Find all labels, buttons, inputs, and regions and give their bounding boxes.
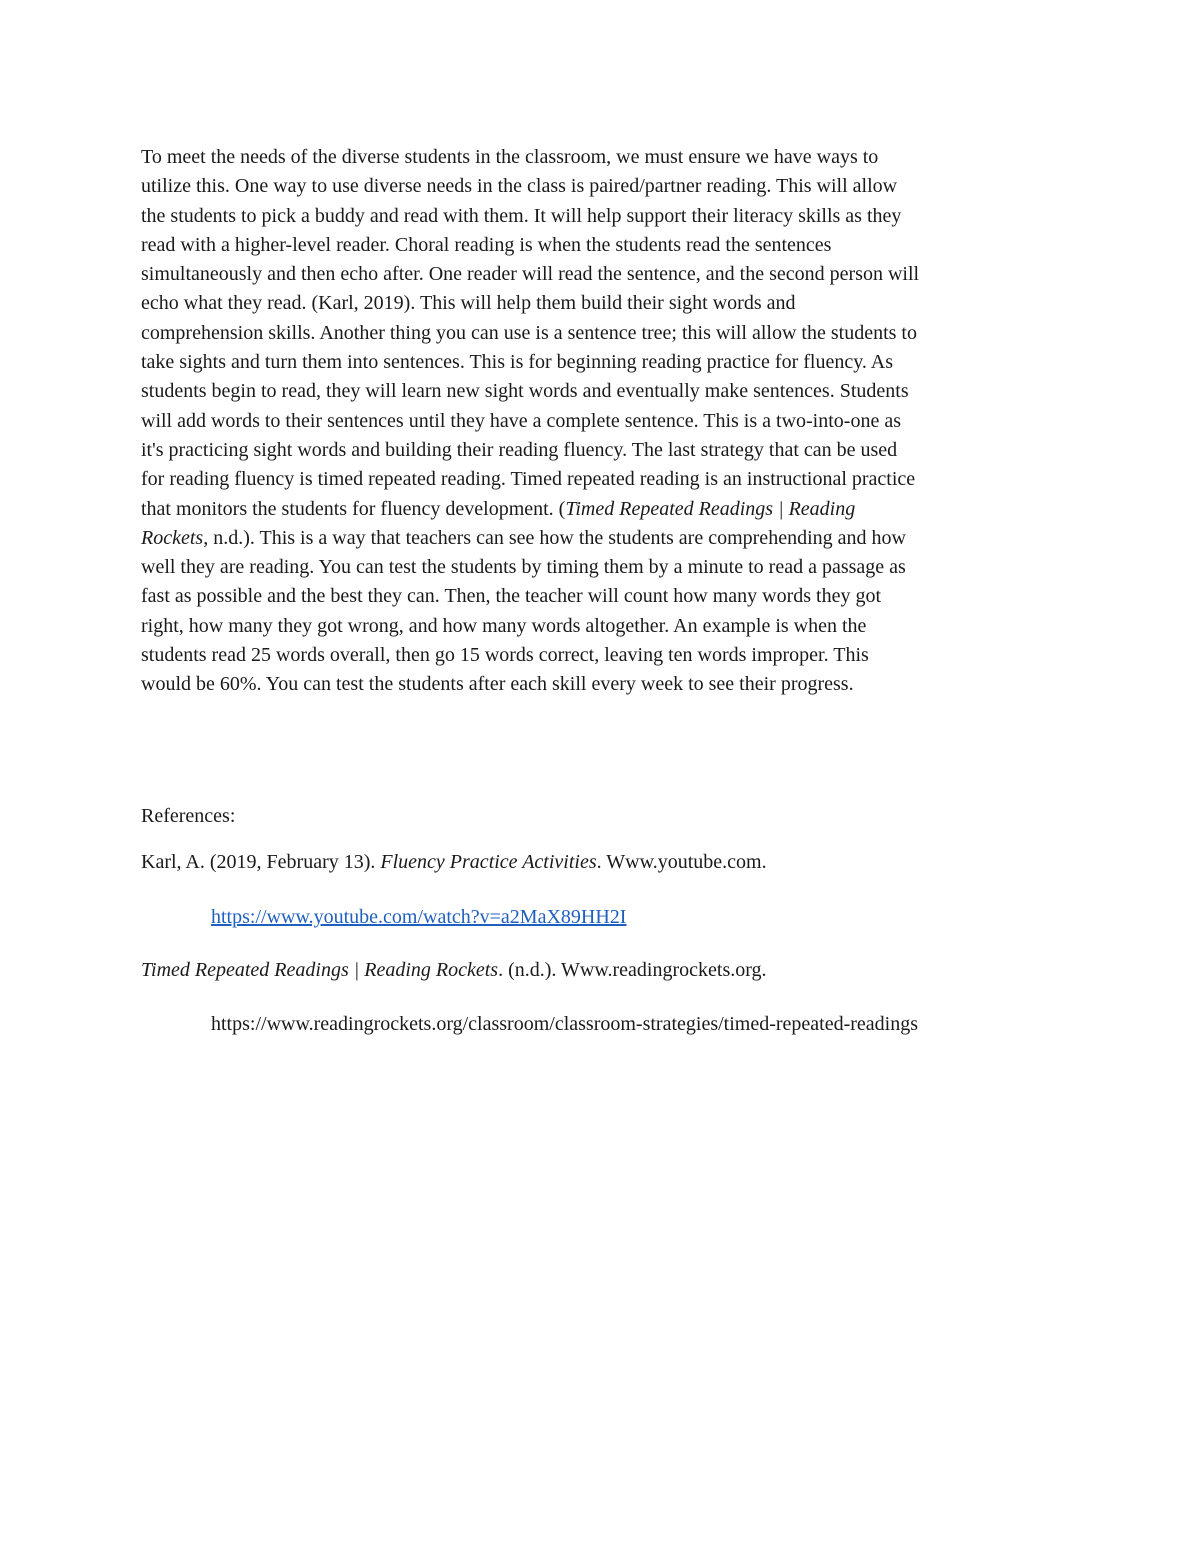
youtube-link[interactable]: https://www.youtube.com/watch?v=a2MaX89HH2I — [211, 906, 627, 928]
citation-title-italic: Rockets — [141, 526, 204, 549]
citation-title-italic: Timed Repeated Readings | Reading — [565, 497, 856, 520]
paragraph-line: students begin to read, they will learn new sight words and eventually make sentences. Students — [141, 380, 909, 403]
reference-url-line — [211, 903, 626, 932]
paragraph-line: well they are reading. You can test the students by timing them by a minute to read a passage as — [141, 556, 906, 579]
paragraph-line: right, how many they got wrong, and how many words altogether. An example is when the — [141, 614, 867, 637]
reference-title: Timed Repeated Readings | Reading Rockets — [141, 959, 499, 981]
paragraph-text: , n.d.). This is a way that teachers can see how the students are comprehending and how — [203, 526, 906, 549]
body-paragraph — [141, 143, 1061, 700]
reference-title: Fluency Practice Activities — [380, 851, 597, 873]
paragraph-line: will add words to their sentences until they have a complete sentence. This is a two-into-one as — [141, 409, 901, 432]
paragraph-line: it's practicing sight words and building their reading fluency. The last strategy that can be used — [141, 438, 898, 461]
reference-entry-reading-rockets — [141, 956, 767, 985]
references-heading: References: — [141, 805, 236, 827]
paragraph-line: read with a higher-level reader. Choral reading is when the students read the sentences — [141, 233, 832, 256]
reference-url-text: https://www.readingrockets.org/classroom/classroom-strategies/timed-repeated-readings — [211, 1013, 919, 1035]
paragraph-line: take sights and turn them into sentences. This is for beginning reading practice for fluency. As — [141, 351, 894, 374]
paragraph-line: the students to pick a buddy and read with them. It will help support their literacy skills as they — [141, 204, 902, 227]
paragraph-line: for reading fluency is timed repeated reading. Timed repeated reading is an instructional practice — [141, 468, 916, 491]
reference-source: . Www.youtube.com. — [596, 851, 767, 873]
paragraph-line: utilize this. One way to use diverse needs in the class is paired/partner reading. This will allow — [141, 175, 898, 198]
paragraph-text: that monitors the students for fluency development. ( — [141, 497, 566, 520]
paragraph-line: To meet the needs of the diverse students in the classroom, we must ensure we have ways to — [141, 146, 879, 168]
reference-author: Karl, A. (2019, February 13). — [141, 851, 381, 873]
paragraph-line: fast as possible and the best they can. Then, the teacher will count how many words they got — [141, 585, 881, 608]
paragraph-line: students read 25 words overall, then go 15 words correct, leaving ten words improper. This — [141, 644, 869, 667]
reference-source: . (n.d.). Www.readingrockets.org. — [498, 959, 767, 981]
paragraph-line: echo what they read. (Karl, 2019). This will help them build their sight words and — [141, 292, 796, 315]
reference-entry-karl — [141, 848, 767, 877]
paragraph-line: comprehension skills. Another thing you can use is a sentence tree; this will allow the students to — [141, 321, 917, 344]
paragraph-line: simultaneously and then echo after. One reader will read the sentence, and the second person will — [141, 263, 920, 286]
paragraph-line — [141, 495, 1061, 524]
paragraph-line: would be 60%. You can test the students after each skill every week to see their progress. — [141, 673, 854, 696]
paragraph-line — [141, 524, 1061, 553]
